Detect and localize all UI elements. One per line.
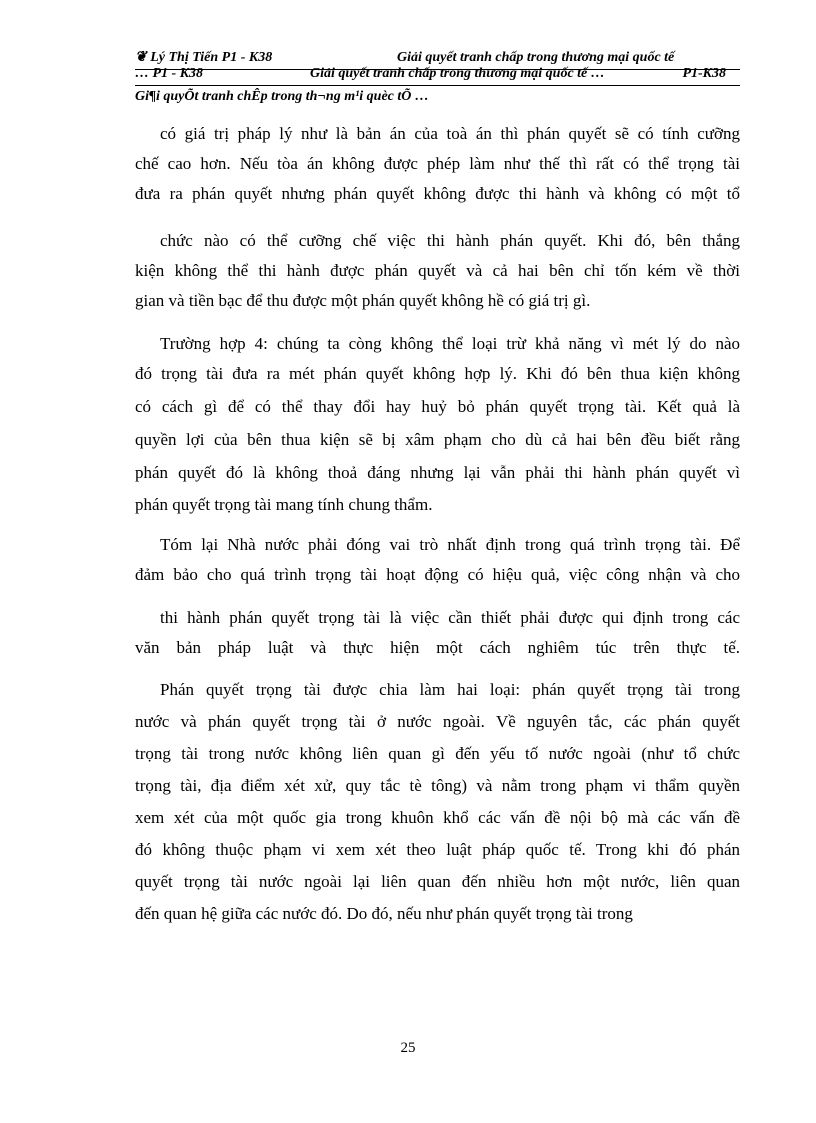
- text-line: thi hành phán quyết trọng tài là việc cần thiết phải được qui định trong các: [160, 608, 740, 627]
- text-line: văn bản pháp luật và thực hiện một cách nghiêm túc trên thực tế.: [135, 638, 740, 657]
- text-line: xem xét của một quốc gia trong khuôn khổ các vấn đề nội bộ mà các vấn đề: [135, 808, 740, 827]
- page-number: 25: [400, 1040, 416, 1056]
- text-line: đó không thuộc phạm vi xem xét theo luật pháp quốc tế. Trong khi đó phán: [135, 840, 740, 859]
- text-line: trọng tài, địa điểm xét xử, quy tắc tè tông) và nằm trong phạm vi thẩm quyền: [135, 776, 740, 795]
- text-line: đảm bảo cho quá trình trọng tài hoạt động có hiệu quả, việc công nhận và cho: [135, 565, 740, 584]
- text-line: quyết trọng tài nước ngoài lại liên quan đến nhiều hơn một nước, liên quan: [135, 872, 740, 891]
- text-line: có giá trị pháp lý như là bản án của toà án thì phán quyết sẽ có tính cưỡng: [160, 124, 740, 143]
- text-line: gian và tiền bạc để thu được một phán quyết không hề có giá trị gì.: [135, 291, 591, 310]
- header-title-repeat: Giải quyết tranh chấp trong thương mại quốc tế …: [310, 66, 605, 81]
- text-line: đưa ra phán quyết nhưng phán quyết không được thi hành và không có một tổ: [135, 184, 740, 203]
- running-header-line-2: [135, 66, 740, 82]
- running-header-line-1: [135, 50, 740, 66]
- text-line: Tóm lại Nhà nước phải đóng vai trò nhất định trong quá trình trọng tài. Để: [160, 535, 740, 554]
- text-line: đến quan hệ giữa các nước đó. Do đó, nếu như phán quyết trọng tài trong: [135, 904, 633, 923]
- text-line: chức nào có thể cưỡng chế việc thi hành phán quyết. Khi đó, bên thắng: [160, 231, 740, 250]
- text-line: trọng tài trong nước không liên quan gì đến yếu tố nước ngoài (như tổ chức: [135, 744, 740, 763]
- text-line: đó trọng tài đưa ra mét phán quyết không hợp lý. Khi đó bên thua kiện không: [135, 364, 740, 383]
- text-line: quyền lợi của bên thua kiện sẽ bị xâm phạm cho dù cả hai bên đều biết rằng: [135, 430, 740, 449]
- header-title: Giải quyết tranh chấp trong thương mại quốc tế: [397, 50, 675, 65]
- header-class-right: P1-K38: [682, 66, 726, 81]
- text-line: Phán quyết trọng tài được chia làm hai loại: phán quyết trọng tài trong: [160, 680, 740, 699]
- header-class: … P1 - K38: [135, 66, 204, 81]
- text-line: nước và phán quyết trọng tài ở nước ngoài. Về nguyên tắc, các phán quyết: [135, 712, 740, 731]
- text-line: có cách gì để có thể thay đổi hay huỷ bỏ phán quyết trọng tài. Kết quả là: [135, 397, 740, 416]
- text-line: phán quyết trọng tài mang tính chung thẩm.: [135, 495, 433, 514]
- header-author: ❦ Lý Thị Tiến P1 - K38: [135, 50, 273, 65]
- text-line: chế cao hơn. Nếu tòa án không được phép làm như thế thì rất có thể trọng tài: [135, 154, 740, 173]
- text-line: kiện không thể thi hành được phán quyết và cả hai bên chỉ tốn kém về thời: [135, 261, 740, 280]
- header-rule-2: [135, 85, 740, 86]
- running-header-line-3: Gi¶i quyÕt tranh chÊp trong th¬ng m¹i quèc tÕ …: [135, 89, 429, 104]
- text-line: Trường hợp 4: chúng ta còng không thể loại trừ khả năng vì mét lý do nào: [160, 334, 740, 353]
- text-line: phán quyết đó là không thoả đáng nhưng lại vẫn phải thi hành phán quyết vì: [135, 463, 740, 482]
